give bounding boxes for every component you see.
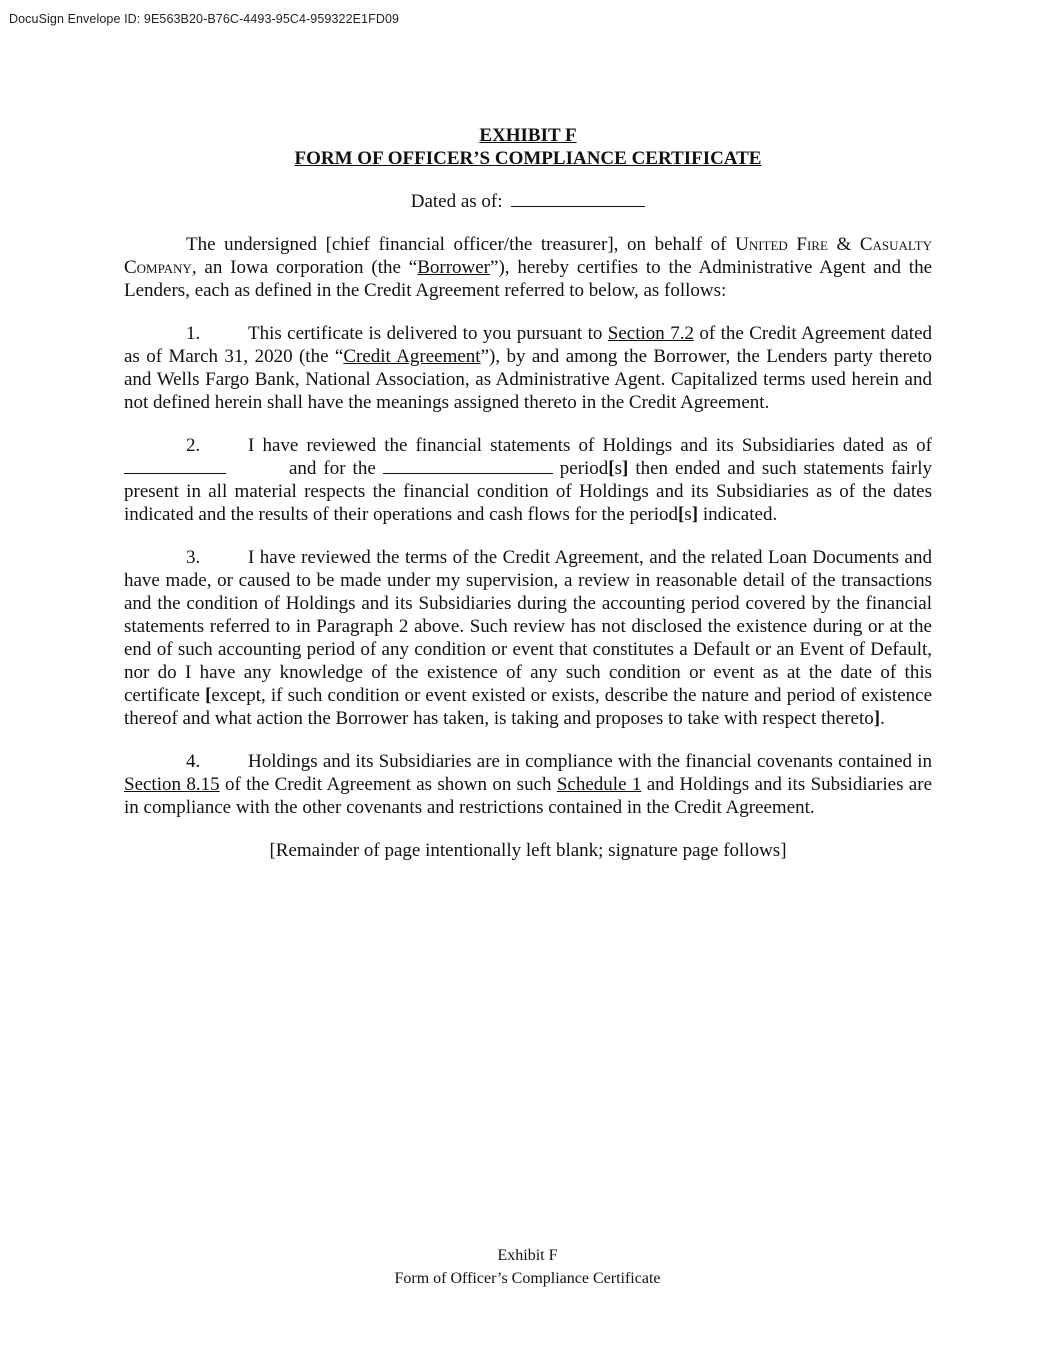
paragraph-1-number: 1. [186,323,201,344]
p3-text-1: I have reviewed the terms of the Credit Agreement, and the related Loan Documents and have made, or caused to be made under my supervision, a review in reasonable detail of the transactions and the condition of Holdings and its Subsidiaries during the accounting period covered by the financial statements referred to in Paragraph 2 above. Such review has not disclosed the existence during or at the end of such accounting period of any condition or event that constitutes a Default or an Event of Default, nor do I have any knowledge of the existence of any such condition or event as at the date of this certificate [124,547,932,706]
p2-plural-2: s [684,504,692,525]
footer-exhibit: Exhibit F [497,1247,558,1264]
dated-label: Dated as of: [410,191,503,212]
p4-text-3: and Holdings and its Subsidiaries are in compliance with the other covenants and restrictions contained in the Credit Agreement. [124,774,932,818]
p2-text-2: and for the [282,458,383,479]
schedule-1-ref: Schedule 1 [556,774,642,795]
company-name: United Fire & Casualty Company [124,234,933,278]
p2-text-4: then ended and such statements fairly present in all material respects the financial condition of Holdings and its Subsidiaries as of the dates indicated and the results of their operations and cash flows for the period [124,458,932,525]
document-title: FORM OF OFFICER’S COMPLIANCE CERTIFICATE [294,148,762,169]
intro-text-1: The undersigned [chief financial officer/the treasurer], on behalf of [186,234,736,255]
p1-text-1: This certificate is delivered to you pursuant to [248,323,608,344]
section-8-15-ref: Section 8.15 [124,774,220,795]
dated-blank [511,205,645,207]
dated-line [124,190,932,213]
p3-text-3: . [880,708,885,729]
exhibit-heading: EXHIBIT F [479,125,577,146]
p2-bracket-open-2: [ [678,504,685,525]
p3-bracket-close: ] [873,708,881,729]
statement-date-blank [124,472,226,474]
paragraph-1 [124,322,932,414]
paragraph-4 [124,750,932,819]
p2-text-1: I have reviewed the financial statements of Holdings and its Subsidiaries dated as of [248,435,932,456]
page-footer [0,1244,1055,1290]
intro-paragraph [124,233,932,302]
footer-title: Form of Officer’s Compliance Certificate [394,1270,661,1287]
intro-text-3: ”), hereby certifies to the Administrative Agent and the Lenders, each as defined in the Credit Agreement referred to below, as follows: [124,257,933,301]
p4-text-2: of the Credit Agreement as shown on such [219,774,557,795]
p3-bracket-open: [ [205,685,212,706]
paragraph-3-number: 3. [186,547,201,568]
paragraph-2-number: 2. [186,435,201,456]
credit-agreement-term: Credit Agreement [343,346,481,367]
p3-text-2: except, if such condition or event existed or exists, describe the nature and period of existence thereof and what action the Borrower has taken, is taking and proposes to take with respect thereto [124,685,932,729]
p4-text-1: Holdings and its Subsidiaries are in compliance with the financial covenants contained in [248,751,932,772]
paragraph-3 [124,546,932,730]
paragraph-2 [124,434,932,526]
p2-text-3: period [552,458,609,479]
p2-text-5: indicated. [698,504,778,525]
p2-bracket-close-1: ] [622,458,629,479]
p2-bracket-close-2: ] [691,504,699,525]
borrower-term: Borrower [417,257,491,278]
p2-bracket-open-1: [ [608,458,615,479]
certificate-body [124,124,932,881]
p1-text-3: ”), by and among the Borrower, the Lenders party thereto and Wells Fargo Bank, National Association, as Administrative Agent. Capitalized terms used herein and not defined herein shall have the meanings assigned thereto in the Credit Agreement. [124,346,932,413]
section-7-2-ref: Section 7.2 [607,323,694,344]
p2-plural-1: s [614,458,623,479]
docusign-envelope-id: DocuSign Envelope ID: 9E563B20-B76C-4493-95C4-959322E1FD09 [9,12,400,26]
paragraph-4-number: 4. [186,751,201,772]
remainder-note: [Remainder of page intentionally left blank; signature page follows] [269,840,787,861]
intro-text-2: , an Iowa corporation (the “ [191,257,418,278]
p1-text-2: of the Credit Agreement dated as of March 31, 2020 (the “ [124,323,932,367]
period-blank [383,472,553,474]
